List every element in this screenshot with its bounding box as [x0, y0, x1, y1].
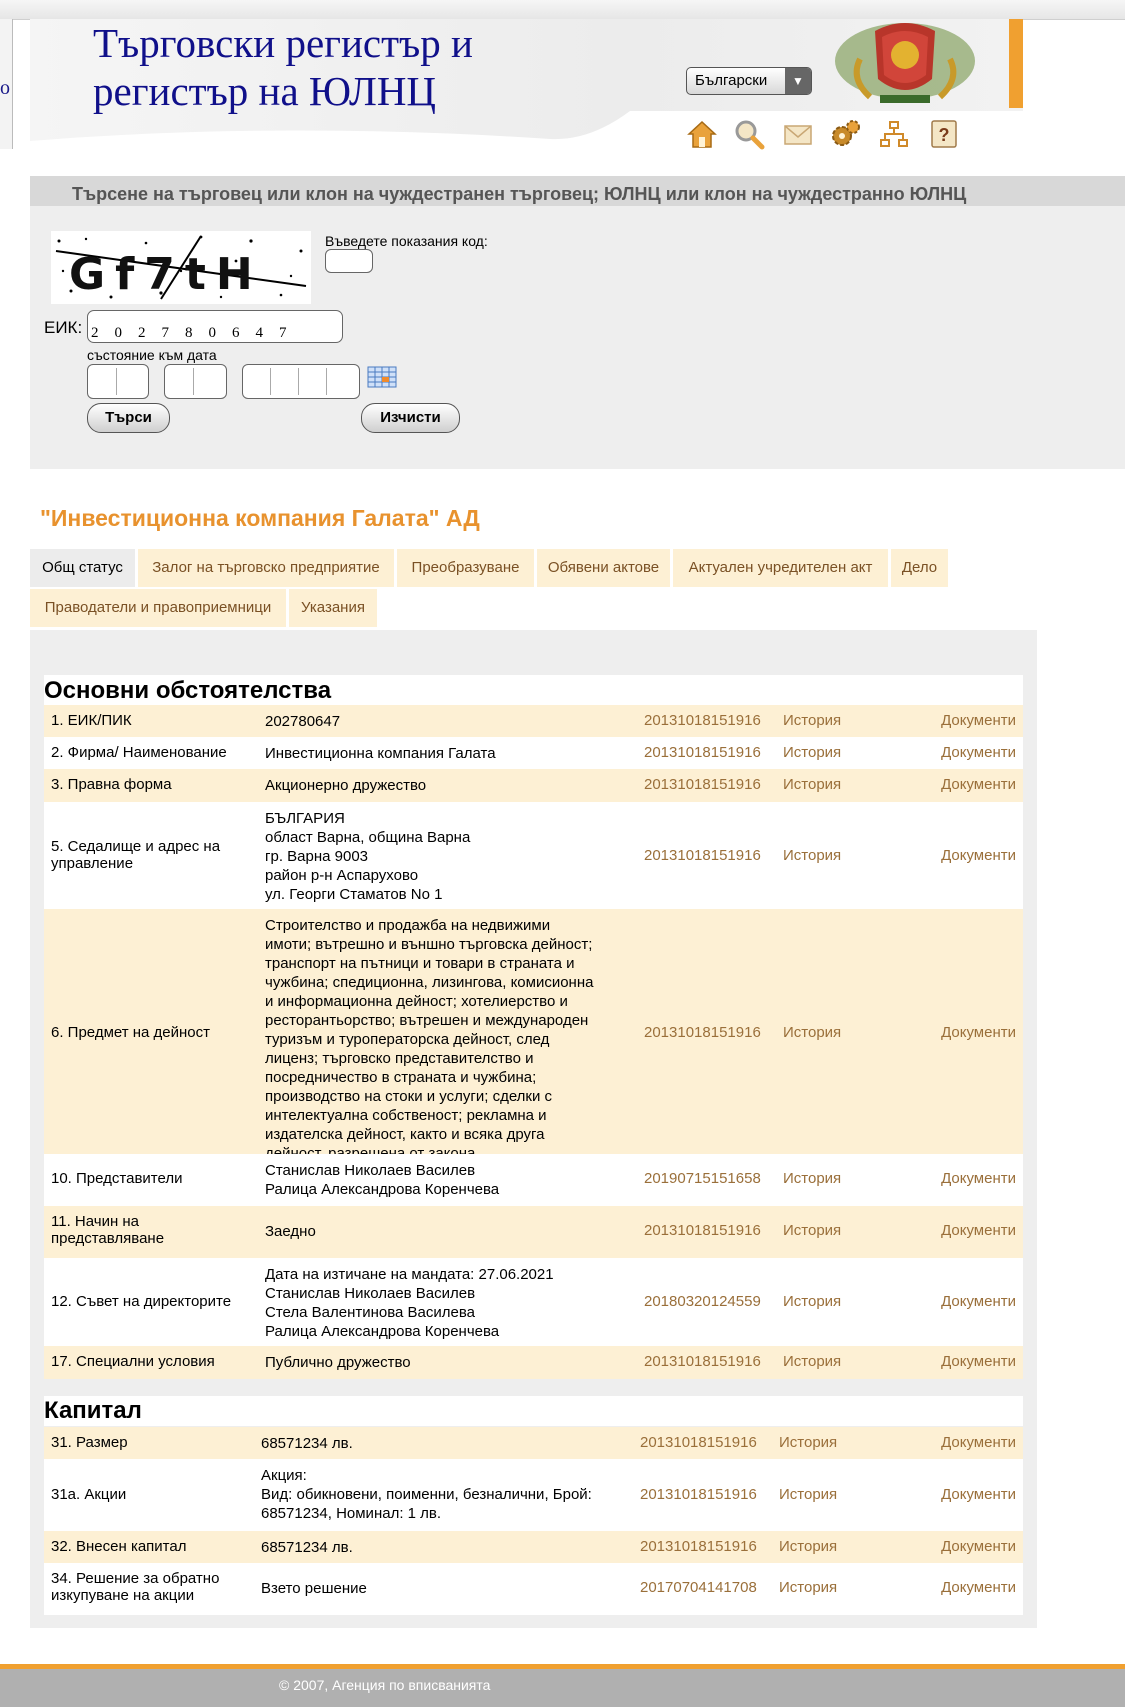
row-value: Акционерно дружество [265, 777, 427, 794]
row-label: 32. Внесен капитал [51, 1538, 187, 1555]
row-entry-date-link[interactable]: 20170704141708 [640, 1579, 757, 1596]
table-row [44, 737, 1023, 769]
left-edge-text: o [0, 77, 10, 99]
header-curve-decoration [30, 111, 1023, 151]
table-row [44, 1427, 1023, 1459]
row-entry-date-link[interactable]: 20131018151916 [644, 1353, 761, 1370]
row-label: 31а. Акции [51, 1486, 127, 1503]
row-value: 68571234 лв. [261, 1539, 353, 1556]
row-value: 202780647 [265, 713, 341, 730]
history-link[interactable]: История [783, 1293, 842, 1310]
documents-link[interactable]: Документи [941, 847, 1016, 864]
history-link[interactable]: История [779, 1579, 838, 1596]
row-entry-date-link[interactable]: 20131018151916 [644, 712, 761, 729]
history-link[interactable]: История [783, 712, 842, 729]
coat-of-arms-logo [820, 19, 990, 107]
tab-predecessors-successors[interactable]: Праводатели и правоприемници [30, 589, 286, 627]
row-label: 34. Решение за обратно изкупуване на акции [51, 1570, 220, 1604]
row-value: Заедно [265, 1223, 316, 1240]
mail-icon[interactable] [782, 118, 814, 150]
table-row [44, 1258, 1023, 1346]
table-row [44, 1346, 1023, 1379]
calendar-icon[interactable] [367, 366, 397, 388]
home-icon[interactable] [686, 118, 718, 150]
table-row [44, 769, 1023, 802]
chevron-down-icon[interactable]: ▼ [785, 68, 811, 94]
site-title-line1: Търговски регистър и [93, 20, 473, 66]
gear-icon[interactable] [829, 118, 861, 150]
documents-link[interactable]: Документи [941, 1579, 1016, 1596]
documents-link[interactable]: Документи [941, 744, 1016, 761]
row-entry-date-link[interactable]: 20131018151916 [644, 1024, 761, 1041]
table-row [44, 802, 1023, 909]
captcha-text: Gf7tH [69, 249, 263, 300]
row-value: Строителство и продажба на недвижими имоти; вътрешно и външно търговска дейност; транспорт на пътници и товари в страната и чужбина; спедиционна, лизингова, комисионна и информационна дейност; хотелиерство и ресторантьорство; вътрешен и международен туризъм и туроператорска дейност, след лиценз; търговско представителство и посредничество в страната и чужбина; производство на стоки и услуги; сделки с интелектуална собственост; рекламна и издателска дейност, както и всяка друга [265, 917, 594, 1143]
table-row [44, 1154, 1023, 1206]
documents-link[interactable]: Документи [941, 1170, 1016, 1187]
tab-transformation[interactable]: Преобразуване [397, 549, 534, 587]
row-label: 5. Седалище и адрес на управление [51, 838, 221, 872]
help-icon[interactable] [928, 118, 960, 150]
history-link[interactable]: История [779, 1434, 838, 1451]
language-select-value: Български [695, 72, 768, 89]
row-value: Взето решение [261, 1580, 367, 1597]
history-link[interactable]: История [783, 744, 842, 761]
search-button[interactable]: Търси [87, 403, 170, 433]
row-label: 3. Правна форма [51, 776, 172, 793]
footer-copyright: © 2007, Агенция по вписванията [279, 1677, 491, 1693]
footer [0, 1669, 1125, 1707]
history-link[interactable]: История [783, 776, 842, 793]
documents-link[interactable]: Документи [941, 1222, 1016, 1239]
header-accent-bar [1009, 19, 1023, 108]
svg-text:?: ? [938, 125, 950, 145]
clear-button[interactable]: Изчисти [361, 403, 460, 433]
documents-link[interactable]: Документи [941, 1434, 1016, 1451]
row-label: 1. ЕИК/ПИК [51, 712, 132, 729]
table-row [44, 1563, 1023, 1615]
row-entry-date-link[interactable]: 20131018151916 [640, 1434, 757, 1451]
status-content [30, 630, 1037, 1628]
row-entry-date-link[interactable]: 20180320124559 [644, 1293, 761, 1310]
row-label: 10. Представители [51, 1170, 183, 1187]
row-label: 31. Размер [51, 1434, 128, 1451]
language-select[interactable] [686, 67, 812, 95]
captcha-prompt: Въведете показания код: [325, 233, 488, 249]
left-edge-panel [0, 19, 13, 149]
row-label: 17. Специални условия [51, 1353, 215, 1370]
tab-announced-acts[interactable]: Обявени актове [537, 549, 670, 587]
tab-general-status[interactable]: Общ статус [30, 549, 135, 587]
row-label: 6. Предмет на дейност [51, 1024, 211, 1041]
row-entry-date-link[interactable]: 20131018151916 [644, 744, 761, 761]
captcha-input[interactable] [325, 249, 373, 273]
date-year-input[interactable] [242, 364, 360, 399]
row-label: 12. Съвет на директорите [51, 1293, 232, 1310]
documents-link[interactable]: Документи [941, 1538, 1016, 1555]
site-title[interactable] [93, 19, 473, 115]
search-heading: Търсене на търговец или клон на чуждестранен търговец; ЮЛНЦ или клон на чуждестранно ЮЛНЦ [30, 176, 1125, 206]
sitemap-icon[interactable] [878, 118, 910, 150]
search-icon[interactable] [733, 118, 765, 150]
history-link[interactable]: История [779, 1538, 838, 1555]
date-label: състояние към дата [87, 347, 217, 363]
date-month-input[interactable] [164, 364, 227, 399]
tab-instructions[interactable]: Указания [289, 589, 377, 627]
row-value: Инвестиционна компания Галата [265, 745, 496, 762]
row-value: 68571234 лв. [261, 1435, 353, 1452]
history-link[interactable]: История [783, 847, 842, 864]
eik-input[interactable]: 202780647 [87, 310, 343, 343]
row-entry-date-link[interactable]: 20131018151916 [640, 1486, 757, 1503]
table-row [44, 1206, 1023, 1258]
row-label: 11. Начин на представляване [51, 1213, 165, 1247]
history-link[interactable]: История [783, 1353, 842, 1370]
search-panel [30, 176, 1125, 469]
row-value: Станислав Николаев Василев Ралица Александрова Коренчева [265, 1162, 500, 1198]
row-entry-date-link[interactable]: 20131018151916 [644, 1222, 761, 1239]
tab-case[interactable]: Дело [891, 549, 948, 587]
table-row [44, 909, 1023, 1154]
history-link[interactable]: История [783, 1170, 842, 1187]
site-header [30, 19, 1023, 151]
site-title-line2: регистър на ЮЛНЦ [93, 68, 437, 114]
documents-link[interactable]: Документи [941, 1486, 1016, 1503]
table-row [44, 1531, 1023, 1563]
capital-heading: Капитал [44, 1396, 1023, 1426]
row-value: Публично дружество [265, 1354, 411, 1371]
documents-link[interactable]: Документи [941, 776, 1016, 793]
table-row [44, 705, 1023, 737]
row-label: 2. Фирма/ Наименование [51, 744, 227, 761]
documents-link[interactable]: Документи [941, 1024, 1016, 1041]
captcha-image [51, 231, 311, 304]
history-link[interactable]: История [779, 1486, 838, 1503]
row-value: Акция: Вид: обикновени, поименни, безналични, Брой: 68571234, Номинал: 1 лв. [261, 1467, 592, 1522]
tab-enterprise-pledge[interactable]: Залог на търговско предприятие [138, 549, 394, 587]
row-value: БЪЛГАРИЯ област Варна, община Варна гр. Варна 9003 район р-н Аспарухово ул. Георги Стаматов No 1 [265, 810, 471, 903]
tab-current-founding-act[interactable]: Актуален учредителен акт [673, 549, 888, 587]
eik-label: ЕИК: [44, 318, 83, 337]
table-row [44, 1459, 1023, 1531]
documents-link[interactable]: Документи [941, 1293, 1016, 1310]
row-entry-date-link[interactable]: 20131018151916 [644, 847, 761, 864]
browser-top-strip [0, 0, 1125, 20]
date-day-input[interactable] [87, 364, 149, 399]
history-link[interactable]: История [783, 1024, 842, 1041]
row-entry-date-link[interactable]: 20131018151916 [644, 776, 761, 793]
row-value: Дата на изтичане на мандата: 27.06.2021 Станислав Николаев Василев Стела Валентинова Василева Ралица Александрова Коренчева [265, 1266, 554, 1340]
documents-link[interactable]: Документи [941, 712, 1016, 729]
row-entry-date-link[interactable]: 20190715151658 [644, 1170, 761, 1187]
company-title: "Инвестиционна компания Галата" АД [40, 505, 480, 531]
history-link[interactable]: История [783, 1222, 842, 1239]
main-circumstances-heading: Основни обстоятелства [44, 675, 1023, 705]
documents-link[interactable]: Документи [941, 1353, 1016, 1370]
row-entry-date-link[interactable]: 20131018151916 [640, 1538, 757, 1555]
